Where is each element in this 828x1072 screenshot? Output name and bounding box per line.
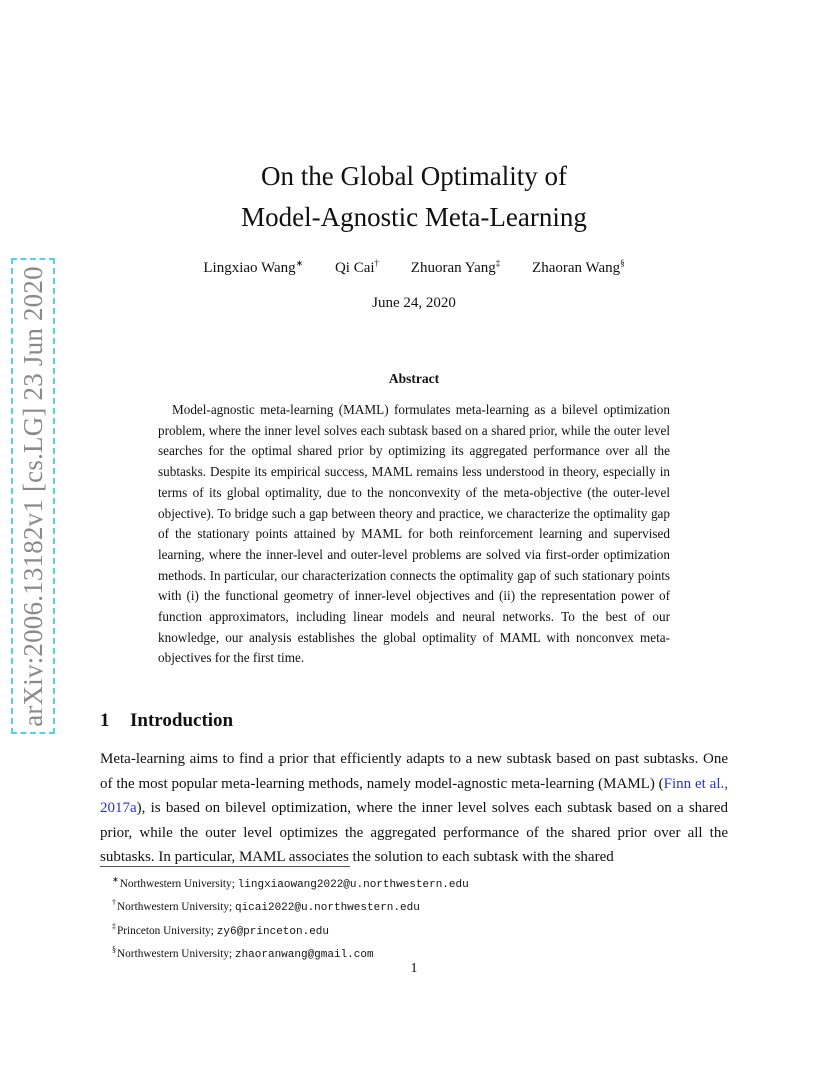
footnote-divider xyxy=(100,866,350,867)
citation-authors[interactable]: Finn et al., xyxy=(663,775,728,792)
footnote-email[interactable]: zhaoranwang@gmail.com xyxy=(234,948,374,961)
section-heading xyxy=(100,710,233,732)
footnote-affiliation: Northwestern University; xyxy=(119,877,238,890)
footnote-item xyxy=(112,894,469,917)
footnote-email[interactable]: qicai2022@u.northwestern.edu xyxy=(234,902,420,915)
footnote-mark: § xyxy=(112,944,116,954)
author-name: Lingxiao Wang xyxy=(203,260,296,276)
author-name: Qi Cai xyxy=(334,260,375,276)
footnote-affiliation: Northwestern University; xyxy=(117,947,235,960)
author-footnote-mark[interactable]: ∗ xyxy=(295,258,304,268)
publication-date: June 24, 2020 xyxy=(372,295,456,311)
footnotes xyxy=(112,871,469,964)
footnote-item xyxy=(112,871,469,894)
author xyxy=(411,258,501,277)
abstract-text: Model-agnostic meta-learning (MAML) formulates meta-learning as a bilevel optimization problem, where the inner level solves each subtask based on a shared prior, while the outer level searches for the optimal shared prior by optimizing its aggregated performance over all the subtasks. Despite its empirical success, MAML remains less understood in theory, especially in terms of its global optimality, due to the nonconvexity of the meta-objective (the outer-level objective). To bridge such a gap between theory and practice, we characterize the optimality gap of the stationary points attained by MAML for both reinforcement learning and supervised learning, where the inner-level and outer-level problems are solved via first-order optimization methods. In particular, our characterization connects the optimality gap of such stationary points with (i) the functional geometry of inner-level objectives and (ii) the representation power of function approximators, including linear models and neural networks. To the best of our knowledge, our analysis establishes the global optimality of MAML with nonconvex meta-objectives for the first time. xyxy=(158,402,670,666)
footnote-affiliation: Princeton University; xyxy=(117,924,217,937)
abstract-heading: Abstract xyxy=(388,371,440,386)
author xyxy=(532,258,625,277)
footnote-mark: ‡ xyxy=(112,921,116,931)
footnote-mark: † xyxy=(112,898,116,908)
footnote-affiliation: Northwestern University; xyxy=(117,901,235,914)
section-title: Introduction xyxy=(130,710,234,731)
author xyxy=(203,258,303,277)
intro-text-before-citation: Meta-learning aims to find a prior that efficiently adapts to a new subtask based on past subtasks. One of the most popular meta-learning methods, namely model-agnostic meta-learning (MAML) ( xyxy=(100,751,728,792)
footnote-mark: ∗ xyxy=(112,875,119,884)
author-footnote-mark[interactable]: † xyxy=(374,258,380,268)
author-name: Zhaoran Wang xyxy=(532,260,621,276)
author-list xyxy=(100,258,728,277)
paper-title xyxy=(100,156,728,238)
arxiv-side-stamp[interactable] xyxy=(11,258,55,734)
author-name: Zhuoran Yang xyxy=(410,260,496,276)
introduction-paragraph xyxy=(100,747,728,870)
section-number: 1 xyxy=(100,710,110,731)
title-line-1: On the Global Optimality of xyxy=(261,161,567,191)
arxiv-identifier[interactable]: arXiv:2006.13182v1 [cs.LG] 23 Jun 2020 xyxy=(17,265,48,727)
footnote-email[interactable]: lingxiaowang2022@u.northwestern.edu xyxy=(237,878,469,891)
author-footnote-mark[interactable]: ‡ xyxy=(495,258,501,268)
citation-year[interactable]: 2017a xyxy=(100,800,137,817)
intro-text-after-citation: ), is based on bilevel optimization, where the inner level solves each subtask based on a shared prior, while the outer level optimizes the aggregated performance of the shared prior over all the subtasks. In particular, MAML associates the solution to each subtask with the shared xyxy=(100,800,728,866)
footnote-item xyxy=(112,918,469,941)
author xyxy=(335,258,379,277)
page-number: 1 xyxy=(410,961,418,976)
title-line-2: Model-Agnostic Meta-Learning xyxy=(241,202,587,232)
author-footnote-mark[interactable]: § xyxy=(620,258,625,268)
footnote-email[interactable]: zy6@princeton.edu xyxy=(216,925,329,938)
